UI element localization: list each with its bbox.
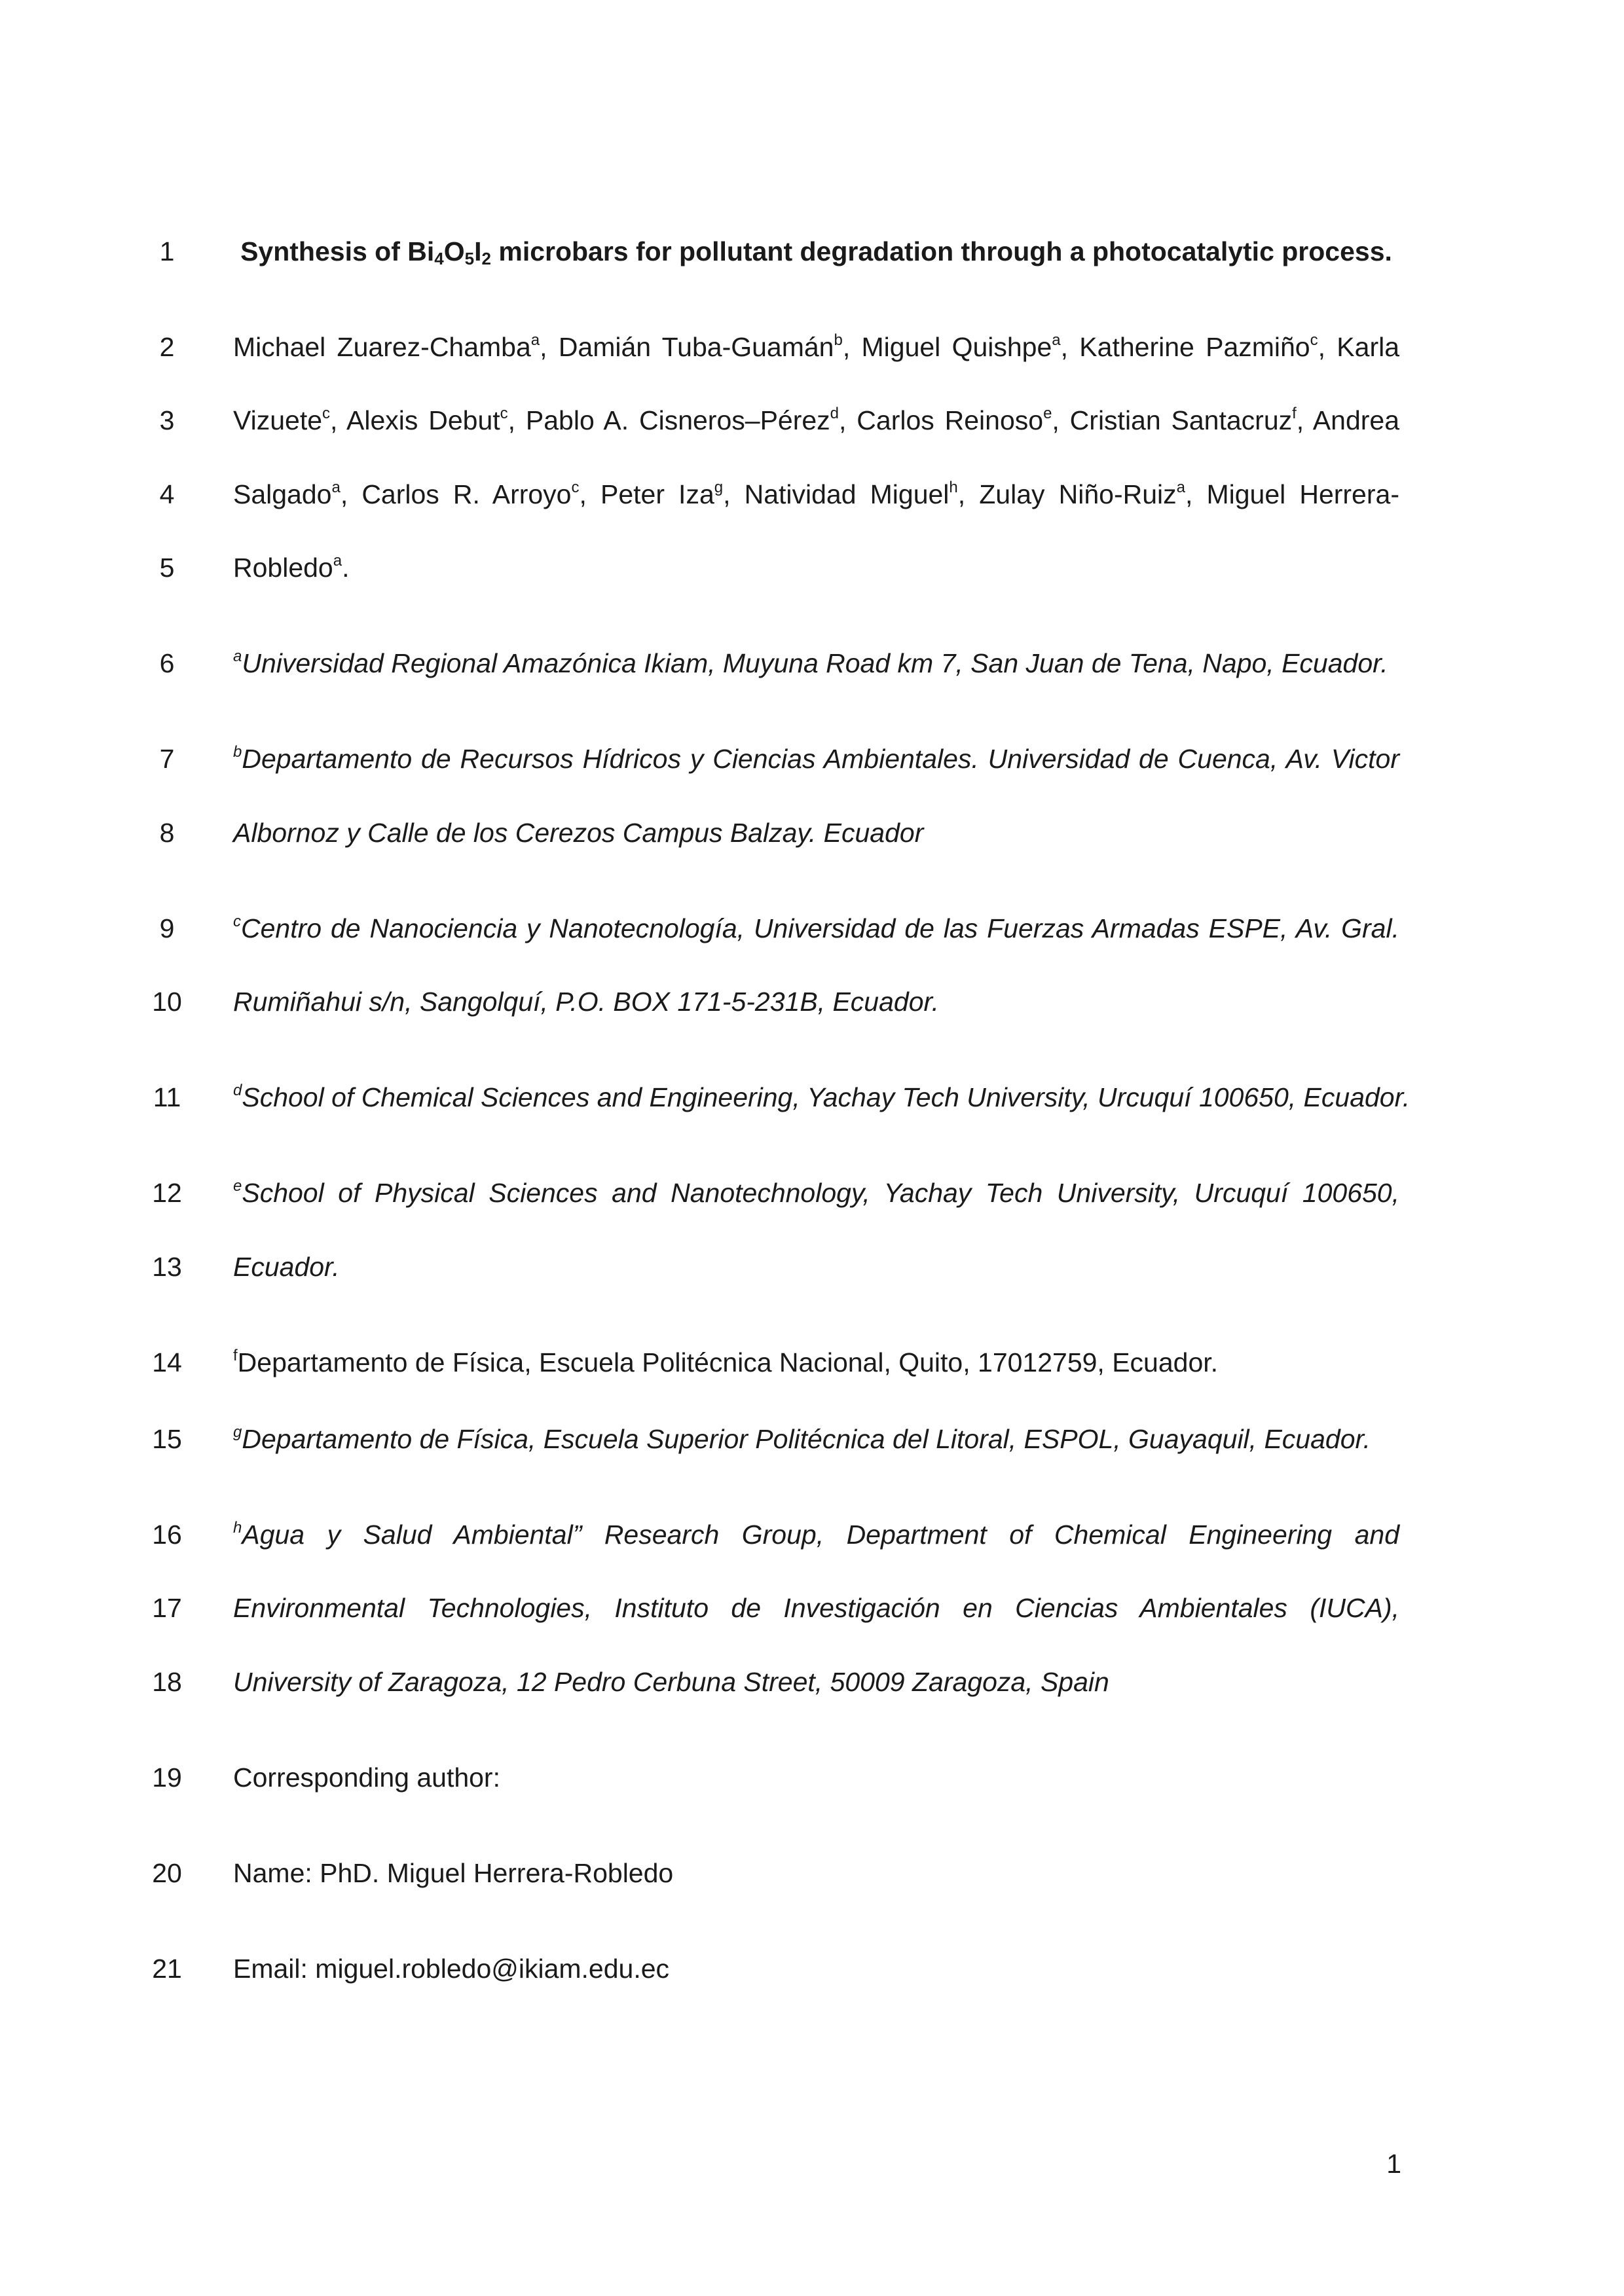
- author-line: Michael Zuarez-Chamba$^a$, Damián Tuba-Guamán$^b$, Miguel Quishpe$^a$, Katherine Pazmiño$^c$, Karla: [233, 331, 1400, 362]
- line-number: 19: [152, 1762, 182, 1793]
- author-name: , Pablo A. Cisneros–Pérez: [507, 405, 830, 435]
- affiliation-h-cont: Environmental Technologies, Instituto de Investigación en Ciencias Ambientales (IUCA),: [233, 1593, 1399, 1623]
- page-number: 1: [1386, 2149, 1401, 2179]
- author-name: , Andrea: [1296, 405, 1400, 435]
- line-number: 18: [152, 1667, 182, 1697]
- line-number: 17: [152, 1593, 182, 1623]
- line-number: 14: [152, 1347, 182, 1377]
- line-number: 12: [152, 1178, 182, 1208]
- affiliation-h-cont: University of Zaragoza, 12 Pedro Cerbuna Street, 50009 Zaragoza, Spain: [233, 1667, 1109, 1697]
- line-number: 16: [152, 1520, 182, 1550]
- affiliation-b-cont: Albornoz y Calle de los Cerezos Campus Balzay. Ecuador: [233, 818, 924, 848]
- author-line: Salgado$^a$, Carlos R. Arroyo$^c$, Peter Iza$^g$, Natividad Miguel$^h$, Zulay Niño-Ruiz$^a$, Miguel Herrera-: [233, 479, 1399, 509]
- affiliation-c-cont: Rumiñahui s/n, Sangolquí, P.O. BOX 171-5-231B, Ecuador.: [233, 987, 940, 1017]
- affiliation-h: $^h$Agua y Salud Ambiental” Research Group, Department of Chemical Engineering and: [233, 1519, 1399, 1550]
- author-name: Michael Zuarez-Chamba: [233, 332, 531, 362]
- line-number: 7: [159, 744, 175, 774]
- affiliation-e-cont: Ecuador.: [233, 1252, 340, 1282]
- line-number: 11: [153, 1082, 181, 1112]
- line-number: 5: [159, 553, 175, 583]
- author-name: , Carlos Reinoso: [839, 405, 1044, 435]
- affiliation-b: $^b$Departamento de Recursos Hídricos y Ciencias Ambientales. Universidad de Cuenca, Av. Victor: [233, 743, 1399, 774]
- author-name: Robledo: [233, 553, 333, 583]
- author-name: , Miguel Herrera-: [1185, 479, 1399, 509]
- affiliation-g: $^g$Departamento de Física, Escuela Superior Politécnica del Litoral, ESPOL, Guayaquil, Ecuador.: [233, 1423, 1371, 1454]
- author-name: , Alexis Debut: [330, 405, 500, 435]
- line-number: 1: [159, 236, 175, 266]
- affiliation-a: $^a$Universidad Regional Amazónica Ikiam, Muyuna Road km 7, San Juan de Tena, Napo, Ecuador.: [233, 647, 1388, 678]
- author-name: Salgado: [233, 479, 332, 509]
- line-number: 3: [159, 405, 175, 435]
- author-name: , Cristian Santacruz: [1052, 405, 1293, 435]
- corresponding-name: Name: PhD. Miguel Herrera-Robledo: [233, 1858, 674, 1888]
- line-number: 15: [152, 1424, 182, 1454]
- line-number: 6: [159, 648, 175, 678]
- line-number: 10: [152, 987, 182, 1017]
- author-name: , Damián Tuba-Guamán: [540, 332, 834, 362]
- corresponding-email: Email: miguel.robledo@ikiam.edu.ec: [233, 1954, 670, 1984]
- author-name: , Natividad Miguel: [723, 479, 950, 509]
- author-name: Vizuete: [233, 405, 323, 435]
- author-name: , Miguel Quishpe: [842, 332, 1052, 362]
- line-number: 2: [159, 332, 175, 362]
- line-number: 20: [152, 1858, 182, 1888]
- line-number: 9: [159, 913, 175, 943]
- line-number: 4: [159, 479, 175, 509]
- affiliation-c: $^c$Centro de Nanociencia y Nanotecnología, Universidad de las Fuerzas Armadas ESPE, Av. Gral.: [233, 913, 1399, 943]
- affiliation-d: $^d$School of Chemical Sciences and Engineering, Yachay Tech University, Urcuquí 100650, Ecuador.: [233, 1082, 1411, 1112]
- affiliation-f: $^f$Departamento de Física, Escuela Politécnica Nacional, Quito, 17012759, Ecuador.: [233, 1347, 1219, 1377]
- author-name: , Carlos R. Arroyo: [340, 479, 572, 509]
- line-number: 8: [159, 818, 175, 848]
- author-name: , Karla: [1318, 332, 1400, 362]
- author-line: Vizuete$^c$, Alexis Debut$^c$, Pablo A. Cisneros–Pérez$^d$, Carlos Reinoso$^e$, Cristian Santacruz$^f$, Andrea: [233, 405, 1400, 435]
- author-name: , Katherine Pazmiño: [1060, 332, 1310, 362]
- author-name: , Zulay Niño-Ruiz: [957, 479, 1177, 509]
- line-number: 21: [152, 1954, 182, 1984]
- author-name: , Peter Iza: [579, 479, 714, 509]
- author-line: Robledo$^a$.: [233, 552, 350, 583]
- paper-title: Synthesis of $Bi_4O_5I_2$ microbars for pollutant degradation through a photocatalytic process.: [240, 236, 1392, 268]
- line-number: 13: [152, 1252, 182, 1282]
- corresponding-heading: Corresponding author:: [233, 1762, 500, 1793]
- affiliation-e: $^e$School of Physical Sciences and Nanotechnology, Yachay Tech University, Urcuquí 100650,: [233, 1177, 1399, 1208]
